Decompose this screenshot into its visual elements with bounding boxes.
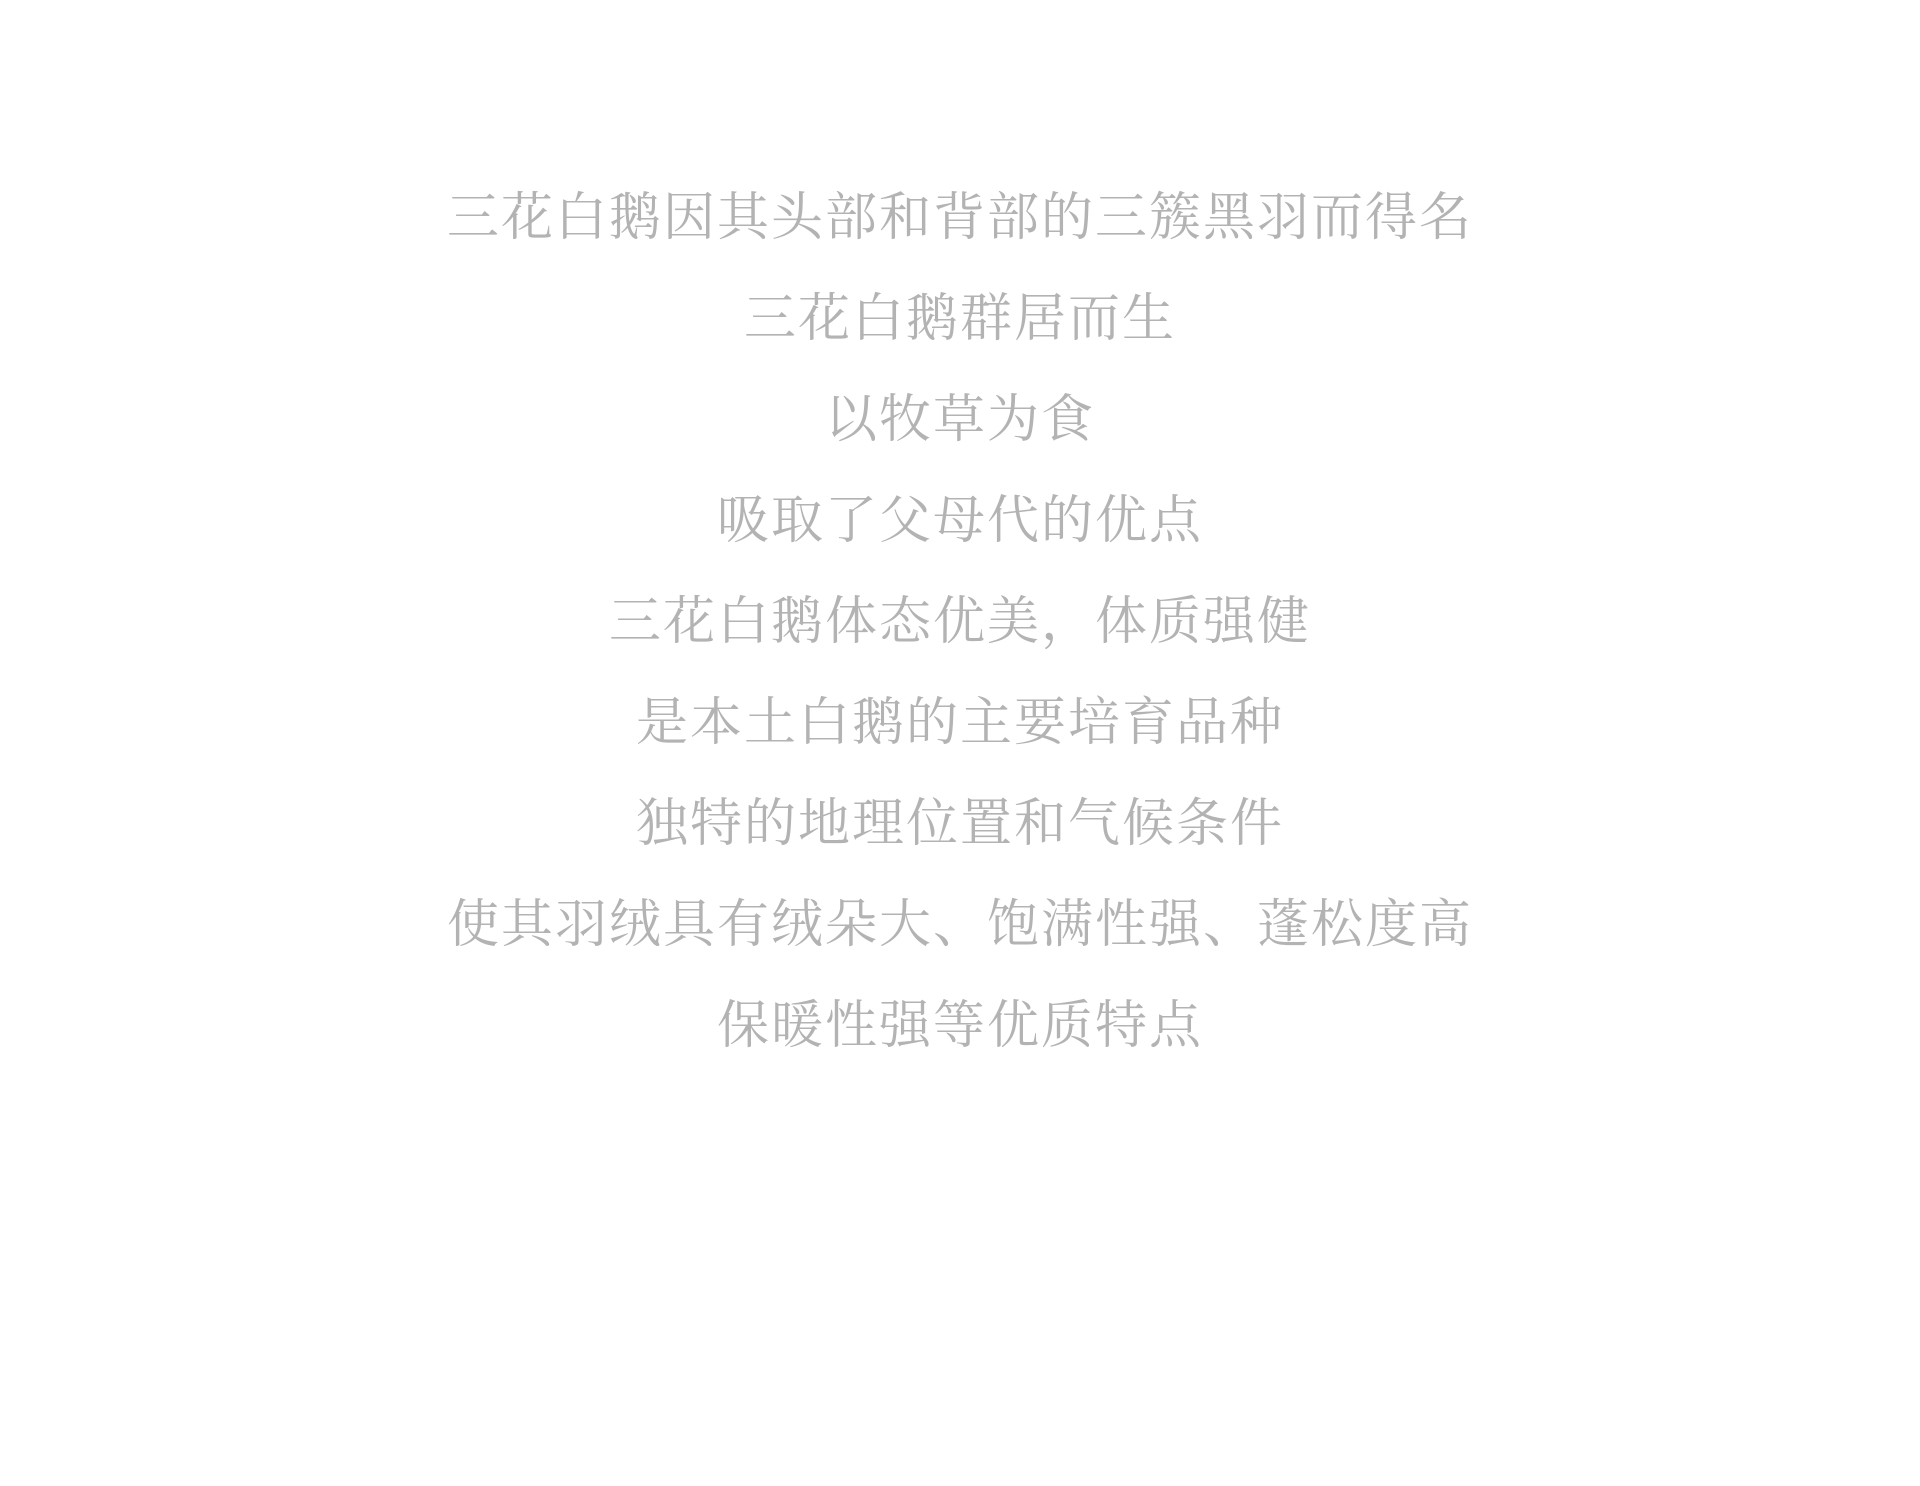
text-line: 使其羽绒具有绒朵大、饱满性强、蓬松度高 bbox=[446, 896, 1473, 954]
text-line: 以牧草为食 bbox=[824, 391, 1095, 449]
text-line: 是本土白鹅的主要培育品种 bbox=[635, 694, 1284, 752]
text-line: 保暖性强等优质特点 bbox=[716, 997, 1203, 1055]
text-line: 吸取了父母代的优点 bbox=[716, 492, 1203, 550]
description-text-block bbox=[0, 168, 1920, 1077]
text-line: 三花白鹅群居而生 bbox=[743, 290, 1176, 348]
text-line: 三花白鹅体态优美，体质强健 bbox=[608, 593, 1311, 651]
text-line: 独特的地理位置和气候条件 bbox=[635, 795, 1284, 853]
text-line: 三花白鹅因其头部和背部的三簇黑羽而得名 bbox=[446, 189, 1473, 247]
